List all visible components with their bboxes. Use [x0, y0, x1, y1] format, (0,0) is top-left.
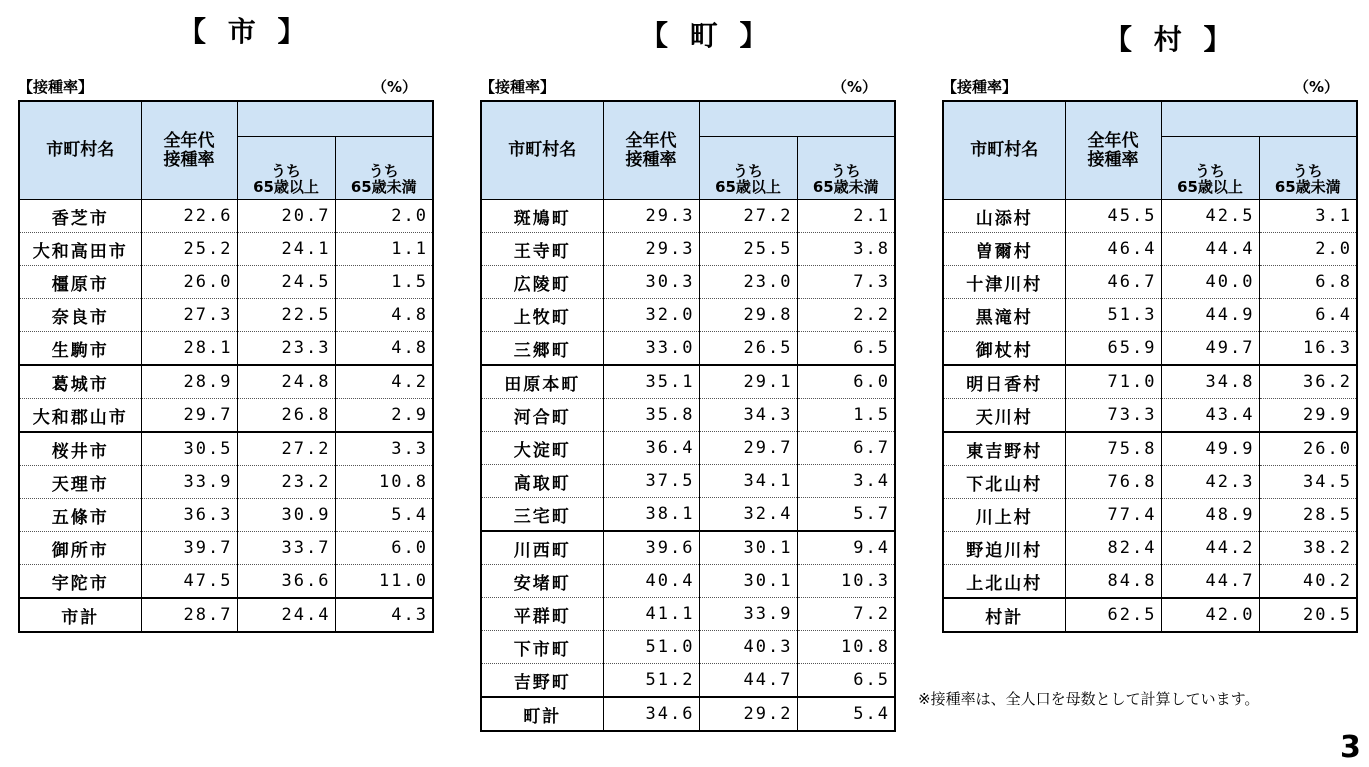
table-row — [943, 499, 1357, 532]
municipality-name: 御杖村 — [943, 332, 1065, 366]
header-under-65-prefix: うち — [830, 162, 861, 180]
vaccination-table-city — [18, 100, 434, 633]
all-ages-rate: 47.5 — [141, 565, 237, 599]
over-65-rate: 36.6 — [237, 565, 335, 599]
under-65-rate: 9.4 — [797, 531, 895, 565]
over-65-rate: 23.3 — [237, 332, 335, 366]
header-all-ages-line2: 接種率 — [625, 149, 677, 170]
table-row — [481, 432, 895, 465]
under-65-rate: 16.3 — [1259, 332, 1357, 366]
rate-label-town: 【接種率】 — [480, 78, 556, 96]
total-over-65-rate: 42.0 — [1161, 598, 1259, 632]
municipality-name: 宇陀市 — [19, 565, 141, 599]
over-65-rate: 30.1 — [699, 565, 797, 598]
all-ages-rate: 71.0 — [1065, 365, 1161, 399]
table-row — [481, 598, 895, 631]
municipality-name: 河合町 — [481, 399, 603, 432]
table-row — [943, 233, 1357, 266]
header-all-ages-line1: 全年代 — [625, 130, 677, 151]
under-65-rate: 3.3 — [335, 432, 433, 466]
all-ages-rate: 25.2 — [141, 233, 237, 266]
all-ages-rate: 28.1 — [141, 332, 237, 366]
all-ages-rate: 51.3 — [1065, 299, 1161, 332]
header-all-ages-line1: 全年代 — [163, 130, 215, 151]
header-all-ages-rate — [603, 101, 699, 200]
total-row — [19, 598, 433, 632]
table-row — [943, 532, 1357, 565]
under-65-rate: 4.2 — [335, 365, 433, 399]
under-65-rate: 2.9 — [335, 399, 433, 433]
over-65-rate: 44.2 — [1161, 532, 1259, 565]
municipality-name: 山添村 — [943, 200, 1065, 233]
table-row — [481, 332, 895, 366]
under-65-rate: 28.5 — [1259, 499, 1357, 532]
header-under-65-prefix: うち — [368, 162, 399, 180]
table-row — [943, 299, 1357, 332]
unit-label-city: （%） — [372, 78, 418, 96]
under-65-rate: 3.8 — [797, 233, 895, 266]
table-row — [481, 465, 895, 498]
table-row — [481, 664, 895, 698]
table-row — [481, 399, 895, 432]
under-65-rate: 26.0 — [1259, 432, 1357, 466]
municipality-name: 香芝市 — [19, 200, 141, 233]
vaccination-table-town — [480, 100, 896, 732]
table-row — [19, 365, 433, 399]
municipality-name: 東吉野村 — [943, 432, 1065, 466]
under-65-rate: 5.4 — [335, 499, 433, 532]
header-spacer — [237, 101, 433, 137]
over-65-rate: 24.5 — [237, 266, 335, 299]
over-65-rate: 24.8 — [237, 365, 335, 399]
over-65-rate: 49.7 — [1161, 332, 1259, 366]
header-municipality: 市町村名 — [481, 101, 603, 200]
unit-label-town: （%） — [832, 78, 878, 96]
under-65-rate: 2.2 — [797, 299, 895, 332]
all-ages-rate: 82.4 — [1065, 532, 1161, 565]
municipality-name: 黒滝村 — [943, 299, 1065, 332]
table-row — [943, 365, 1357, 399]
total-all-ages-rate: 34.6 — [603, 697, 699, 731]
municipality-name: 奈良市 — [19, 299, 141, 332]
municipality-name: 十津川村 — [943, 266, 1065, 299]
table-row — [481, 631, 895, 664]
header-under-65 — [797, 137, 895, 200]
over-65-rate: 30.9 — [237, 499, 335, 532]
table-row — [19, 399, 433, 433]
table-row — [481, 266, 895, 299]
header-spacer — [699, 101, 895, 137]
table-row — [481, 233, 895, 266]
municipality-name: 吉野町 — [481, 664, 603, 698]
municipality-name: 橿原市 — [19, 266, 141, 299]
header-all-ages-line2: 接種率 — [163, 149, 215, 170]
under-65-rate: 38.2 — [1259, 532, 1357, 565]
all-ages-rate: 39.6 — [603, 531, 699, 565]
header-municipality: 市町村名 — [943, 101, 1065, 200]
over-65-rate: 26.8 — [237, 399, 335, 433]
footnote: ※接種率は、全人口を母数として計算しています。 — [918, 690, 1260, 708]
vaccination-table-village — [942, 100, 1358, 633]
under-65-rate: 2.1 — [797, 200, 895, 233]
header-over-65-prefix: うち — [270, 162, 301, 180]
municipality-name: 三宅町 — [481, 498, 603, 532]
section-title-city: 【 市 】 — [178, 15, 312, 48]
table-row — [481, 365, 895, 399]
table-row — [481, 498, 895, 532]
municipality-name: 三郷町 — [481, 332, 603, 366]
municipality-name: 川上村 — [943, 499, 1065, 532]
under-65-rate: 34.5 — [1259, 466, 1357, 499]
all-ages-rate: 36.4 — [603, 432, 699, 465]
over-65-rate: 33.9 — [699, 598, 797, 631]
table-row — [481, 565, 895, 598]
municipality-name: 安堵町 — [481, 565, 603, 598]
all-ages-rate: 39.7 — [141, 532, 237, 565]
over-65-rate: 20.7 — [237, 200, 335, 233]
table-row — [19, 532, 433, 565]
table-row — [19, 266, 433, 299]
all-ages-rate: 36.3 — [141, 499, 237, 532]
municipality-name: 平群町 — [481, 598, 603, 631]
all-ages-rate: 30.5 — [141, 432, 237, 466]
total-row — [943, 598, 1357, 632]
table-row — [481, 531, 895, 565]
total-label: 市計 — [19, 598, 141, 632]
total-all-ages-rate: 28.7 — [141, 598, 237, 632]
header-all-ages-rate — [1065, 101, 1161, 200]
all-ages-rate: 35.1 — [603, 365, 699, 399]
municipality-name: 葛城市 — [19, 365, 141, 399]
under-65-rate: 2.0 — [1259, 233, 1357, 266]
header-all-ages-line2: 接種率 — [1087, 149, 1139, 170]
table-row — [943, 432, 1357, 466]
all-ages-rate: 84.8 — [1065, 565, 1161, 599]
total-over-65-rate: 24.4 — [237, 598, 335, 632]
under-65-rate: 11.0 — [335, 565, 433, 599]
all-ages-rate: 76.8 — [1065, 466, 1161, 499]
under-65-rate: 6.7 — [797, 432, 895, 465]
municipality-name: 野迫川村 — [943, 532, 1065, 565]
over-65-rate: 29.1 — [699, 365, 797, 399]
header-over-65 — [699, 137, 797, 200]
over-65-rate: 24.1 — [237, 233, 335, 266]
over-65-rate: 34.3 — [699, 399, 797, 432]
header-over-65-prefix: うち — [1194, 162, 1225, 180]
municipality-name: 五條市 — [19, 499, 141, 532]
over-65-rate: 44.4 — [1161, 233, 1259, 266]
header-under-65-prefix: うち — [1292, 162, 1323, 180]
municipality-name: 生駒市 — [19, 332, 141, 366]
over-65-rate: 29.8 — [699, 299, 797, 332]
under-65-rate: 10.8 — [797, 631, 895, 664]
table-row — [19, 299, 433, 332]
municipality-name: 天川村 — [943, 399, 1065, 433]
table-row — [481, 299, 895, 332]
under-65-rate: 5.7 — [797, 498, 895, 532]
municipality-name: 天理市 — [19, 466, 141, 499]
under-65-rate: 1.1 — [335, 233, 433, 266]
under-65-rate: 29.9 — [1259, 399, 1357, 433]
all-ages-rate: 32.0 — [603, 299, 699, 332]
table-row — [943, 266, 1357, 299]
municipality-name: 大和高田市 — [19, 233, 141, 266]
municipality-name: 明日香村 — [943, 365, 1065, 399]
table-row — [19, 233, 433, 266]
municipality-name: 下北山村 — [943, 466, 1065, 499]
header-under-65-label: 65歳未満 — [812, 178, 879, 196]
municipality-name: 御所市 — [19, 532, 141, 565]
section-title-town: 【 町 】 — [640, 19, 774, 52]
header-municipality: 市町村名 — [19, 101, 141, 200]
municipality-name: 田原本町 — [481, 365, 603, 399]
municipality-name: 高取町 — [481, 465, 603, 498]
all-ages-rate: 33.9 — [141, 466, 237, 499]
over-65-rate: 44.7 — [1161, 565, 1259, 599]
over-65-rate: 44.7 — [699, 664, 797, 698]
municipality-name: 斑鳩町 — [481, 200, 603, 233]
over-65-rate: 29.7 — [699, 432, 797, 465]
over-65-rate: 42.3 — [1161, 466, 1259, 499]
under-65-rate: 4.8 — [335, 299, 433, 332]
municipality-name: 下市町 — [481, 631, 603, 664]
municipality-name: 上牧町 — [481, 299, 603, 332]
under-65-rate: 6.5 — [797, 664, 895, 698]
over-65-rate: 27.2 — [699, 200, 797, 233]
under-65-rate: 10.3 — [797, 565, 895, 598]
over-65-rate: 34.1 — [699, 465, 797, 498]
under-65-rate: 4.8 — [335, 332, 433, 366]
header-over-65 — [1161, 137, 1259, 200]
all-ages-rate: 65.9 — [1065, 332, 1161, 366]
municipality-name: 大淀町 — [481, 432, 603, 465]
over-65-rate: 26.5 — [699, 332, 797, 366]
over-65-rate: 49.9 — [1161, 432, 1259, 466]
all-ages-rate: 51.2 — [603, 664, 699, 698]
table-row — [481, 200, 895, 233]
rate-label-city: 【接種率】 — [18, 78, 94, 96]
municipality-name: 川西町 — [481, 531, 603, 565]
all-ages-rate: 29.3 — [603, 233, 699, 266]
over-65-rate: 27.2 — [237, 432, 335, 466]
under-65-rate: 6.4 — [1259, 299, 1357, 332]
under-65-rate: 7.3 — [797, 266, 895, 299]
header-under-65 — [335, 137, 433, 200]
over-65-rate: 34.8 — [1161, 365, 1259, 399]
total-under-65-rate: 20.5 — [1259, 598, 1357, 632]
total-all-ages-rate: 62.5 — [1065, 598, 1161, 632]
under-65-rate: 40.2 — [1259, 565, 1357, 599]
page-number: 3 — [1340, 730, 1361, 765]
header-over-65-label: 65歳以上 — [715, 178, 781, 196]
header-over-65-prefix: うち — [732, 162, 763, 180]
header-over-65-label: 65歳以上 — [253, 178, 319, 196]
total-label: 町計 — [481, 697, 603, 731]
unit-label-village: （%） — [1294, 78, 1340, 96]
table-row — [19, 332, 433, 366]
under-65-rate: 1.5 — [797, 399, 895, 432]
over-65-rate: 43.4 — [1161, 399, 1259, 433]
header-all-ages-line1: 全年代 — [1087, 130, 1139, 151]
all-ages-rate: 30.3 — [603, 266, 699, 299]
total-over-65-rate: 29.2 — [699, 697, 797, 731]
all-ages-rate: 33.0 — [603, 332, 699, 366]
over-65-rate: 42.5 — [1161, 200, 1259, 233]
header-under-65-label: 65歳未満 — [1274, 178, 1341, 196]
table-row — [19, 565, 433, 599]
header-under-65 — [1259, 137, 1357, 200]
over-65-rate: 23.0 — [699, 266, 797, 299]
municipality-name: 曽爾村 — [943, 233, 1065, 266]
over-65-rate: 33.7 — [237, 532, 335, 565]
table-row — [943, 332, 1357, 366]
all-ages-rate: 40.4 — [603, 565, 699, 598]
table-row — [19, 466, 433, 499]
under-65-rate: 6.8 — [1259, 266, 1357, 299]
over-65-rate: 44.9 — [1161, 299, 1259, 332]
total-row — [481, 697, 895, 731]
over-65-rate: 48.9 — [1161, 499, 1259, 532]
under-65-rate: 6.0 — [335, 532, 433, 565]
header-over-65-label: 65歳以上 — [1177, 178, 1243, 196]
under-65-rate: 3.1 — [1259, 200, 1357, 233]
under-65-rate: 1.5 — [335, 266, 433, 299]
all-ages-rate: 29.7 — [141, 399, 237, 433]
all-ages-rate: 41.1 — [603, 598, 699, 631]
all-ages-rate: 22.6 — [141, 200, 237, 233]
all-ages-rate: 37.5 — [603, 465, 699, 498]
municipality-name: 桜井市 — [19, 432, 141, 466]
over-65-rate: 30.1 — [699, 531, 797, 565]
table-row — [943, 200, 1357, 233]
all-ages-rate: 27.3 — [141, 299, 237, 332]
all-ages-rate: 28.9 — [141, 365, 237, 399]
under-65-rate: 7.2 — [797, 598, 895, 631]
table-row — [19, 432, 433, 466]
total-under-65-rate: 5.4 — [797, 697, 895, 731]
total-label: 村計 — [943, 598, 1065, 632]
all-ages-rate: 46.4 — [1065, 233, 1161, 266]
all-ages-rate: 35.8 — [603, 399, 699, 432]
under-65-rate: 6.5 — [797, 332, 895, 366]
table-row — [943, 565, 1357, 599]
over-65-rate: 32.4 — [699, 498, 797, 532]
municipality-name: 広陵町 — [481, 266, 603, 299]
under-65-rate: 3.4 — [797, 465, 895, 498]
municipality-name: 王寺町 — [481, 233, 603, 266]
header-under-65-label: 65歳未満 — [350, 178, 417, 196]
all-ages-rate: 51.0 — [603, 631, 699, 664]
all-ages-rate: 46.7 — [1065, 266, 1161, 299]
municipality-name: 上北山村 — [943, 565, 1065, 599]
over-65-rate: 25.5 — [699, 233, 797, 266]
total-under-65-rate: 4.3 — [335, 598, 433, 632]
under-65-rate: 36.2 — [1259, 365, 1357, 399]
over-65-rate: 22.5 — [237, 299, 335, 332]
header-all-ages-rate — [141, 101, 237, 200]
under-65-rate: 6.0 — [797, 365, 895, 399]
table-row — [19, 200, 433, 233]
rate-label-village: 【接種率】 — [942, 78, 1018, 96]
header-over-65 — [237, 137, 335, 200]
section-title-village: 【 村 】 — [1104, 23, 1238, 56]
over-65-rate: 40.3 — [699, 631, 797, 664]
under-65-rate: 2.0 — [335, 200, 433, 233]
all-ages-rate: 38.1 — [603, 498, 699, 532]
all-ages-rate: 29.3 — [603, 200, 699, 233]
table-row — [943, 466, 1357, 499]
all-ages-rate: 26.0 — [141, 266, 237, 299]
all-ages-rate: 77.4 — [1065, 499, 1161, 532]
all-ages-rate: 75.8 — [1065, 432, 1161, 466]
table-row — [943, 399, 1357, 433]
municipality-name: 大和郡山市 — [19, 399, 141, 433]
over-65-rate: 40.0 — [1161, 266, 1259, 299]
all-ages-rate: 73.3 — [1065, 399, 1161, 433]
under-65-rate: 10.8 — [335, 466, 433, 499]
table-row — [19, 499, 433, 532]
all-ages-rate: 45.5 — [1065, 200, 1161, 233]
header-spacer — [1161, 101, 1357, 137]
over-65-rate: 23.2 — [237, 466, 335, 499]
